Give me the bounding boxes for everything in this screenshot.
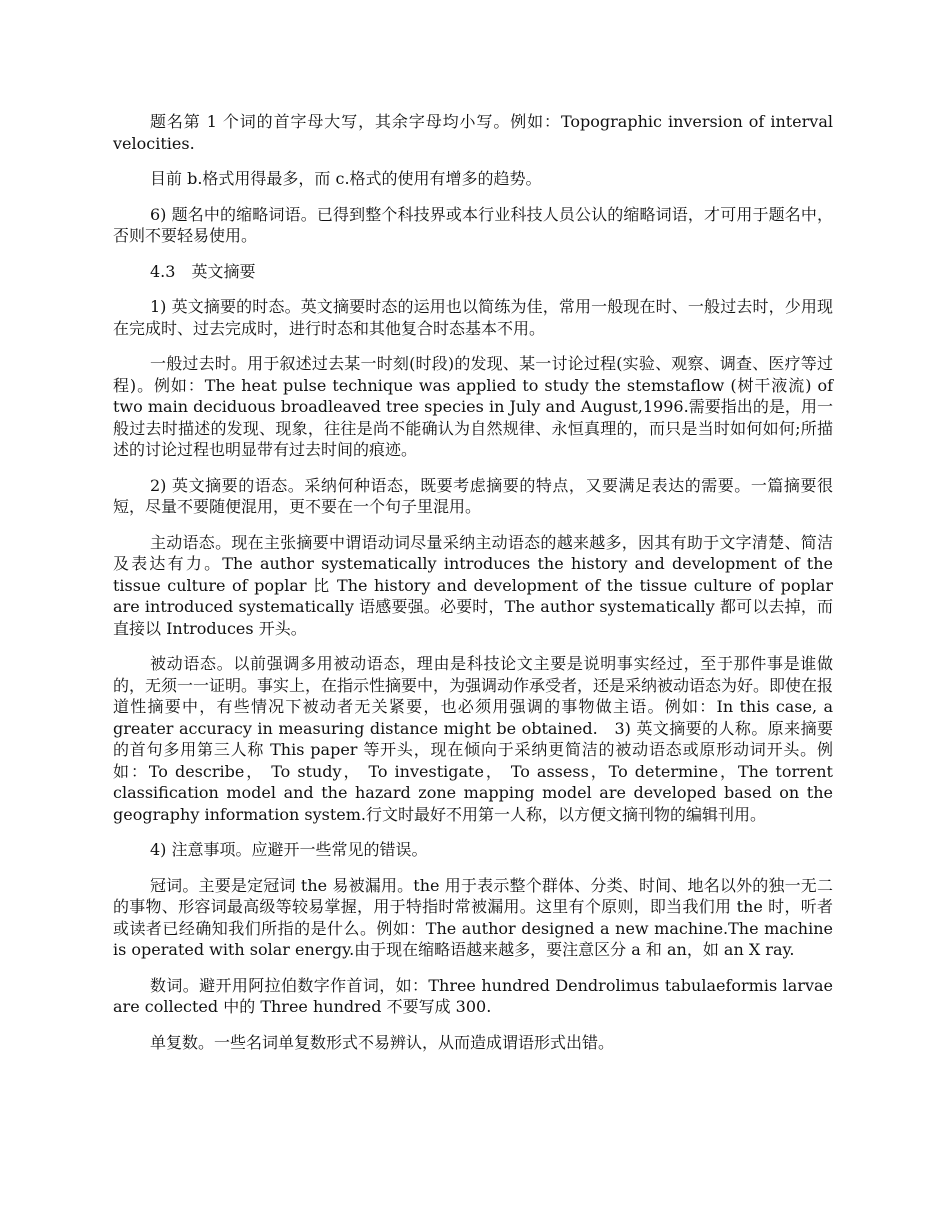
paragraph-tense: 1) 英文摘要的时态。英文摘要时态的运用也以简练为佳，常用一般现在时、一般过去时，少用现在完成时、过去完成时，进行时态和其他复合时态基本不用。 bbox=[113, 297, 833, 338]
paragraph-passive-voice-and-person: 被动语态。以前强调多用被动语态，理由是科技论文主要是说明事实经过，至于那件事是谁做的，无须一一证明。事实上，在指示性摘要中，为强调动作承受者，还是采纳被动语态为好。即使在报道性摘要中，有些情况下被动者无关紧要，也必须用强调的事物做主语。例如：In this case, a greater accuracy in measuring distance might be obtained. 3) 英文摘要的人称。原来摘要的首句多用第三人称 This paper 等开头，现在倾向于采纳更简洁的被动语态或原形动词开头。例如：To describe， To study， To investigate， To assess，To determine，The torrent classification model and the hazard zone mapping model are developed based on the geography information system.行文时最好不用第一人称，以方便文摘刊物的编辑刊用。 bbox=[113, 654, 834, 824]
paragraph-past-tense: 一般过去时。用于叙述过去某一时刻(时段)的发现、某一讨论过程(实验、观察、调查、医疗等过程)。例如：The heat pulse technique was applied to study the stemstaflow (树干液流) of two main deciduous broadleaved tree species in July and August,1996.需要指出的是，用一般过去时描述的发现、现象，往往是尚不能确认为自然规律、永恒真理的，而只是当时如何如何;所描述的讨论过程也明显带有过去时间的痕迹。 bbox=[113, 354, 833, 459]
paragraph-abbreviations: 6) 题名中的缩略词语。已得到整个科技界或本行业科技人员公认的缩略词语，才可用于题名中，否则不要轻易使用。 bbox=[113, 204, 833, 245]
paragraph-notes: 4) 注意事项。应避开一些常见的错误。 bbox=[150, 840, 428, 859]
section-heading-english-abstract: 4.3 英文摘要 bbox=[150, 261, 256, 281]
paragraph-title-capitalization: 题名第 1 个词的首字母大写，其余字母均小写。例如：Topographic inversion of interval velocities. bbox=[113, 112, 833, 153]
paragraph-voice: 2) 英文摘要的语态。采纳何种语态，既要考虑摘要的特点，又要满足表达的需要。一篇摘要很短，尽量不要随便混用，更不要在一个句子里混用。 bbox=[113, 475, 833, 516]
paragraph-format-trend: 目前 b.格式用得最多，而 c.格式的使用有增多的趋势。 bbox=[150, 169, 542, 188]
paragraph-active-voice: 主动语态。现在主张摘要中谓语动词尽量采纳主动语态的越来越多，因其有助于文字清楚、简洁及表达有力。The author systematically introduces the history and development of the tissue culture of poplar 比 The history and development of the tissue culture of poplar are introduced systematically 语感要强。必要时，The author systematically 都可以去掉，而直接以 Introduces 开头。 bbox=[113, 532, 833, 638]
paragraph-numerals: 数词。避开用阿拉伯数字作首词，如：Three hundred Dendrolimus tabulaeformis larvae are collected 中的 Three hundred 不要写成 300. bbox=[113, 975, 833, 1016]
document-page bbox=[113, 111, 833, 1067]
paragraph-plurals: 单复数。一些名词单复数形式不易辨认，从而造成谓语形式出错。 bbox=[150, 1032, 615, 1052]
paragraph-articles: 冠词。主要是定冠词 the 易被漏用。the 用于表示整个群体、分类、时间、地名以外的独一无二的事物、形容词最高级等较易掌握，用于特指时常被漏用。这里有个原则，即当我们用 the 时，听者或读者已经确知我们所指的是什么。例如：The author designed a new machine.The machine is operated with solar energy.由于现在缩略语越来越多，要注意区分 a 和 an，如 an X ray. bbox=[113, 875, 833, 959]
